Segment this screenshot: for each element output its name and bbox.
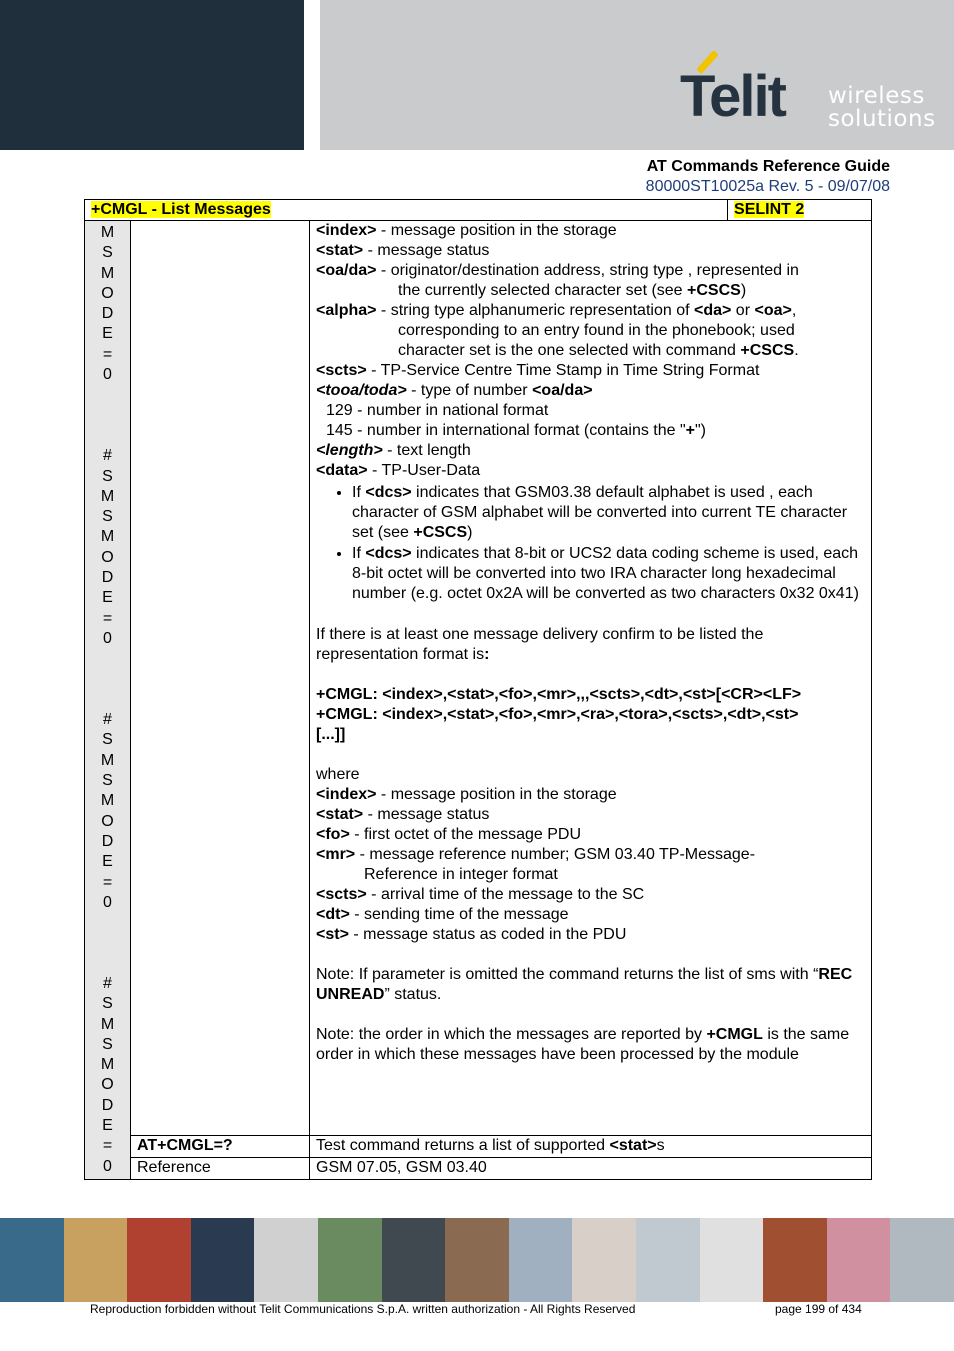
mode-label-char: O xyxy=(101,284,114,302)
footer-photo-tile xyxy=(191,1218,255,1302)
logo-wordmark: Telit xyxy=(680,64,785,129)
mode-label-char: E xyxy=(102,1117,113,1135)
test-command-cell xyxy=(131,1135,310,1157)
mode-label-char: D xyxy=(101,1096,114,1114)
mode-label-char xyxy=(85,954,130,974)
mode-label-char: E xyxy=(102,853,113,871)
mode-label-char: # xyxy=(103,974,112,992)
footer-photo-strip xyxy=(0,1218,954,1302)
mode-label-char xyxy=(85,913,130,933)
mode-label-char: M xyxy=(100,1015,115,1033)
selint-label: SELINT 2 xyxy=(734,201,805,218)
mode-label-char: S xyxy=(102,244,113,262)
mode-label-char: S xyxy=(102,731,113,749)
mode-label-char: 0 xyxy=(103,893,112,911)
mode-label-char: D xyxy=(101,832,114,850)
list-item: • If <dcs> indicates that GSM03.38 default alphabet is used , each character of GSM alphabet will be converted into current TE character set (see +CSCS) xyxy=(352,483,865,543)
mode-label-char: 0 xyxy=(103,366,112,384)
footer-copyright: Reproduction forbidden without Telit Communications S.p.A. written authorization - All Rights Reserved xyxy=(90,1302,636,1316)
mode-label-char: M xyxy=(100,528,115,546)
mode-label-char: = xyxy=(102,873,113,891)
footer-photo-tile xyxy=(636,1218,700,1302)
footer-photo-tile xyxy=(827,1218,891,1302)
footer-photo-tile xyxy=(254,1218,318,1302)
reference-value: GSM 07.05, GSM 03.40 xyxy=(310,1157,872,1179)
mode-label-char: M xyxy=(100,487,115,505)
mode-label-char xyxy=(85,933,130,953)
mode-label-char: O xyxy=(101,548,114,566)
footer-photo-tile xyxy=(0,1218,64,1302)
mode-label-char: E xyxy=(102,589,113,607)
reference-row xyxy=(85,1157,872,1179)
mode-label-char: = xyxy=(102,345,113,363)
mode-label-char: 0 xyxy=(103,629,112,647)
mode-label-char: M xyxy=(100,1056,115,1074)
footer-photo-tile xyxy=(572,1218,636,1302)
mode-label-char: M xyxy=(100,751,115,769)
mode-label-char xyxy=(85,649,130,669)
table-title-cell xyxy=(85,200,728,221)
footer-photo-tile xyxy=(890,1218,954,1302)
mode-label-char: M xyxy=(100,264,115,282)
mode-label-char: S xyxy=(102,995,113,1013)
mode-label-char: E xyxy=(102,325,113,343)
footer-photo-tile xyxy=(509,1218,573,1302)
mode-label-char xyxy=(85,670,130,690)
selint-cell xyxy=(728,200,872,221)
mode-label-char: S xyxy=(102,1035,113,1053)
command-table xyxy=(84,199,872,1180)
footer-photo-tile xyxy=(445,1218,509,1302)
mode-label-char: # xyxy=(103,447,112,465)
reference-label: Reference xyxy=(131,1157,310,1179)
document-title: AT Commands Reference Guide xyxy=(646,158,890,175)
telit-logo xyxy=(680,55,940,135)
mode-label-char: 0 xyxy=(103,1157,112,1175)
mode-label-char: S xyxy=(102,508,113,526)
command-spacer-cell xyxy=(131,221,310,1136)
footer-photo-tile xyxy=(382,1218,446,1302)
mode-label-char: O xyxy=(101,812,114,830)
mode-label-char: S xyxy=(102,467,113,485)
mode-label-char: D xyxy=(101,305,114,323)
document-revision: 80000ST10025a Rev. 5 - 09/07/08 xyxy=(645,178,890,195)
footer-photo-tile xyxy=(763,1218,827,1302)
list-item: • If <dcs> indicates that 8-bit or UCS2 data coding scheme is used, each 8-bit octet will be converted into two IRA character long hexadecimal number (e.g. octet 0x2A will be converted as two characters 0x32 0x41) xyxy=(352,544,865,604)
mode-label-char: # xyxy=(103,711,112,729)
footer-photo-tile xyxy=(127,1218,191,1302)
footer-photo-tile xyxy=(64,1218,128,1302)
mode-label-char: D xyxy=(101,569,114,587)
mode-label-char: S xyxy=(102,772,113,790)
mode-label-char xyxy=(85,406,130,426)
logo-tagline-1: wireless xyxy=(828,83,925,109)
logo-tagline-2: solutions xyxy=(828,106,936,132)
mode-label-char xyxy=(85,690,130,710)
mode-label-char: = xyxy=(102,1137,113,1155)
mode-label-char: O xyxy=(101,1076,114,1094)
table-header-row xyxy=(85,200,872,221)
description-cell: <index> - message position in the storage <stat> - message status <oa/da> - originator/destination address, string type , represented in the currently selected character set (see +CSCS) <alpha> - string type alphanumeric representation of <da> or <oa>, corresponding to an entry found in the phonebook; used character set is the one selected with command +CSCS. <scts> - TP-Service Centre Time Stamp in Time String Format <tooa/toda> - type of number <oa/da> 129 - number in national format 145 - number in international format (contains the "+") <length> - text length <data> - TP-User-Data • If <dcs> indicates that GSM03.38 default alphabet is used , each character of GSM alphabet will be converted into current TE character set (see +CSCS) • If <dcs> indicates that 8-bit or UCS2 data coding scheme is used, each 8-bit octet will be converted into two IRA character long hexadecimal number (e.g. octet 0x2A will be converted as two characters 0x32 0x41) If there is at least one message delivery confirm to be listed the representation format is: +CMGL: <index>,<stat>,<fo>,<mr>,,,<scts>,<dt>,<st>[<CR><LF> +CMGL: <index>,<stat>,<fo>,<mr>,<ra>,<tora>,<scts>,<dt>,<st> [...]] where <index> - message position in the storage <stat> - message status <fo> - first octet of the message PDU <mr> - message reference number; GSM 03.40 TP-Message- Reference in integer format <scts> - arrival time of the message to the SC <dt> - sending time of the message <st> - message status as coded in the PDU Note: If parameter is omitted the command returns the list of sms with “REC UNREAD” status. Note: the order in which the messages are reported by +CMGL is the same order in which these messages have been processed by the module xyxy=(310,221,872,1136)
header-dark-panel xyxy=(0,0,304,150)
mode-label-char: M xyxy=(100,224,115,241)
mode-label-char xyxy=(85,385,130,405)
test-command: AT+CMGL=? xyxy=(137,1136,233,1154)
footer-photo-tile xyxy=(318,1218,382,1302)
description-row xyxy=(85,221,872,1136)
page-number: page 199 of 434 xyxy=(775,1302,862,1316)
test-description-cell: Test command returns a list of supported <stat>s xyxy=(310,1135,872,1157)
mode-label-char: M xyxy=(100,792,115,810)
footer-photo-tile xyxy=(700,1218,764,1302)
mode-label-char xyxy=(85,426,130,446)
mode-label-column xyxy=(85,221,131,1180)
command-title: +CMGL - List Messages xyxy=(91,201,271,218)
mode-label-char: = xyxy=(102,609,113,627)
test-command-row xyxy=(85,1135,872,1157)
data-bullet-list xyxy=(316,483,865,604)
